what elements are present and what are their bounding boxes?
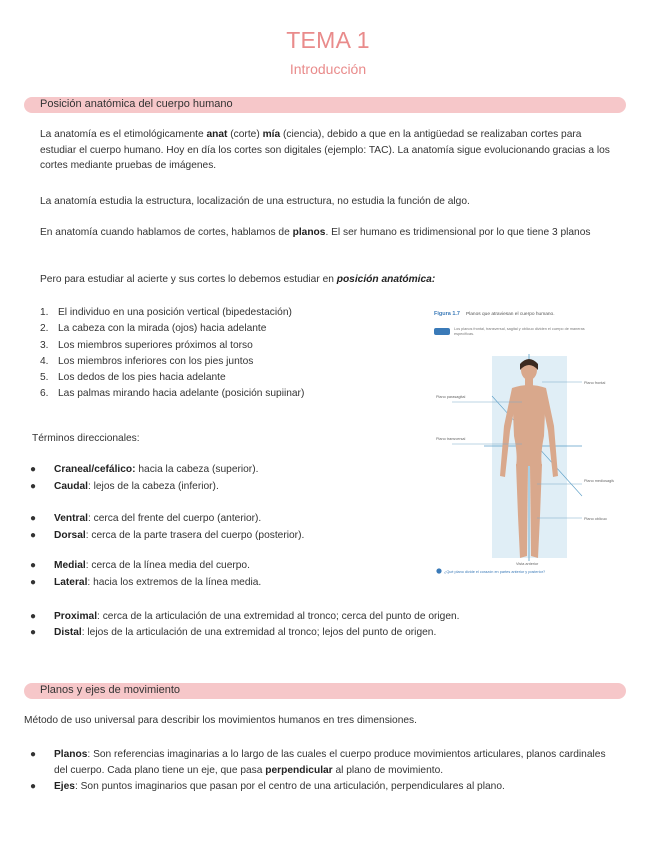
bullet-icon: ● — [30, 464, 37, 475]
paragraph-planos: En anatomía cuando hablamos de cortes, hablamos de planos. El ser humano es tridimensional por lo que tiene 3 planos — [40, 227, 591, 238]
label-bottom: Vista anterior — [516, 562, 539, 566]
bullet-icon: ● — [30, 627, 37, 638]
term-item: ● Lateral: hacia los extremos de la línea media. — [40, 575, 610, 591]
paragraph-estructura: La anatomía estudia la estructura, localización de una estructura, no estudia la función de algo. — [40, 196, 470, 207]
figure-desc-wrap — [454, 327, 594, 341]
figure-badge-icon — [434, 328, 450, 335]
list-item: 1. El individuo en una posición vertical (bipedestación) — [40, 307, 292, 318]
list-item: 2. La cabeza con la mirada (ojos) hacia adelante — [40, 323, 267, 335]
figure-desc: Los planos frontal, transversal, sagital y oblicuo dividen el cuerpo de maneras específicas. — [454, 327, 585, 336]
section-heading-label: Planos y ejes de movimiento — [40, 684, 181, 696]
label-mediosagital: Plano mediosagital — [584, 479, 614, 483]
terms-heading: Términos direccionales: — [32, 433, 140, 444]
page-subtitle: Introducción — [289, 61, 367, 77]
term-item: ● Distal: lejos de la articulación de una extremidad al tronco; lejos del punto de origen. — [40, 625, 610, 641]
ejes-item: ● Ejes: Son puntos imaginarios que pasan por el centro de una articulación, perpendiculares al plano. — [40, 779, 615, 795]
anatomy-figure-illustration — [432, 306, 614, 576]
term-item: ● Ventral: cerca del frente del cuerpo (anterior). — [40, 511, 610, 527]
bullet-icon: ● — [30, 530, 37, 541]
label-oblicuo: Plano oblicuo — [584, 517, 607, 521]
label-parasagital: Plano parasagital — [436, 395, 466, 399]
figure-caption: Figura 1.7 — [434, 311, 460, 317]
bullet-icon: ● — [30, 560, 37, 571]
planos-item: ● Planos: Son referencias imaginarias a lo largo de las cuales el cuerpo produce movimientos articulares, planos cardinales del cuerpo. Cada plano tiene un eje, que pasa perpendicular al plano de movimiento. — [30, 749, 606, 776]
bullet-icon: ● — [30, 481, 37, 492]
term-item: ● Dorsal: cerca de la parte trasera del cuerpo (posterior). — [40, 528, 610, 544]
bullet-icon: ● — [30, 513, 37, 524]
term-item: ● Caudal: lejos de la cabeza (inferior). — [40, 479, 610, 495]
section-heading-posicion — [24, 97, 626, 113]
bullet-icon: ● — [30, 749, 37, 760]
term-item: ● Proximal: cerca de la articulación de una extremidad al tronco; cerca del punto de origen. — [40, 609, 610, 625]
page-title: TEMA 1 — [286, 27, 370, 53]
figure-question: ¿Qué plano divide el corazón en partes anterior y posterior? — [444, 570, 546, 574]
list-item: 6. Las palmas mirando hacia adelante (posición supiinar) — [40, 388, 305, 400]
question-icon — [436, 568, 441, 573]
paragraph-etimologia: La anatomía es el etimológicamente anat (corte) mía (ciencia), debido a que en la antigüedad se realizaban cortes para estudiar el cuerpo humano. Hoy en día los cortes son digitales (ejemplo: TAC). La anatomía sigue evolucionando gracias a los cortes mediante pruebas de imágenes. — [40, 129, 610, 171]
list-item: 4. Los miembros inferiores con los pies juntos — [40, 355, 254, 367]
figure-caption-sub: Planos que atraviesan el cuerpo humano. — [466, 312, 555, 317]
label-transversal: Plano transversal — [436, 437, 466, 441]
term-item: ● Medial: cerca de la línea media del cuerpo. — [40, 558, 610, 574]
paragraph-posicion: Pero para estudiar al acierte y sus cortes lo debemos estudiar en posición anatómica: — [40, 274, 436, 285]
anatomy-figure — [432, 306, 614, 576]
term-item: ● Craneal/cefálico: hacia la cabeza (superior). — [40, 462, 610, 478]
paragraph-metodo: Método de uso universal para describir los movimientos humanos en tres dimensiones. — [24, 715, 417, 726]
list-item: 5. Los dedos de los pies hacia adelante — [40, 372, 226, 384]
bullet-icon: ● — [30, 577, 37, 588]
label-frontal: Plano frontal — [584, 381, 606, 385]
bullet-icon: ● — [30, 781, 37, 792]
section-heading-planos — [24, 683, 626, 699]
section-heading-label: Posición anatómica del cuerpo humano — [40, 98, 233, 110]
bullet-icon: ● — [30, 611, 37, 622]
ordered-list-posicion — [40, 305, 304, 403]
list-item: 3. Los miembros superiores próximos al torso — [40, 339, 253, 351]
